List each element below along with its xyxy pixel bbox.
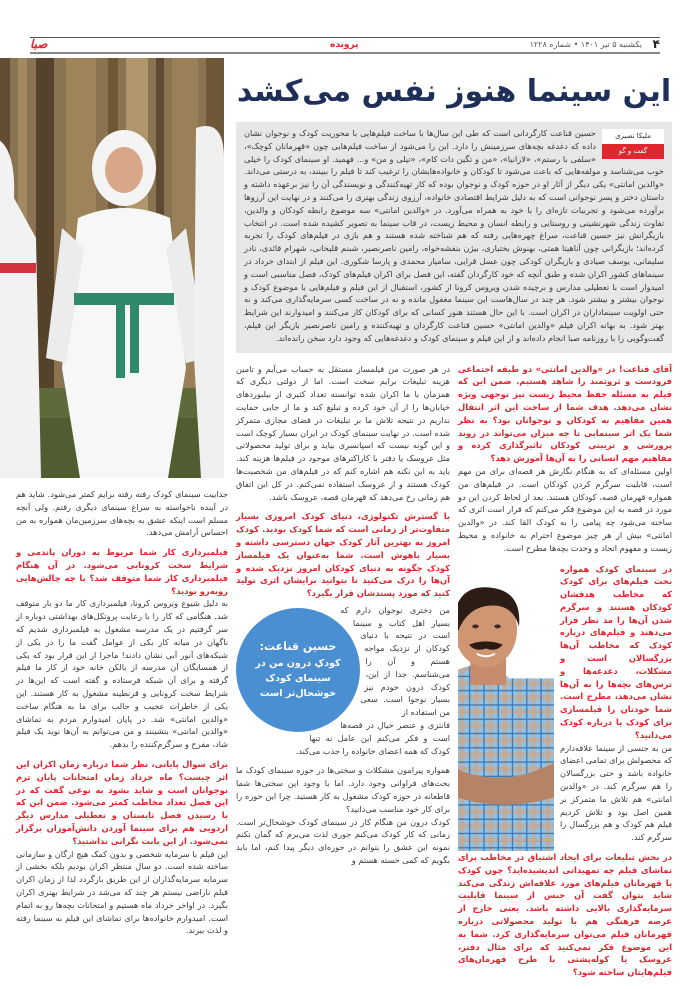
author-name: ملیکا نصیری: [602, 129, 664, 144]
section-label: پرونده: [330, 40, 359, 50]
middle-column: [236, 363, 450, 979]
answer-4-part2: فانتزی و عنصر خیال در قصه‌ها است و فکر می‌کنم این عامل نه تنها کودک که همه اعضای خانواده را جذب می‌کند.: [295, 720, 450, 756]
intro-text: حسین قناعت کارگردانی است که طی این سال‌ها با ساخت فیلم‌هایی با محوریت کودک و نوجوان نشان داده که دغدغه بچه‌های سرزمینش را دارد. این را می‌شود از ساخت فیلم‌هایی چون «قهرمانان کوچک»، «سلفی با رستم»، «لازانیا»، «من و تگین دات کام»، «تیلی و من» و... فهمید. او سینمای کودک را خیلی خوب می‌شناسد و مولفه‌هایی که باعث می‌شود تا کودکان و خانواده‌هایشان را ترغیب کند تا فیلم را ببینند، به درستی می‌داند. «والدین امانتی» یکی دیگر از آثار او در حوزه کودک و نوجوان بوده که کار تهیه‌کنندگی و نویسندگی آن را نیز برعهده داشته و داستان دختر و پسر نوجوانی است که به دلیل شرایط اقتصادی خانواده، آرزوی زندگی بهتری را می‌کنند و در نهایت این آرزوها برآورده می‌شود و تجربیات تازه‌ای را با خود به همراه می‌آورد. در «والدین امانتی» سه موضوع رابطه کودکان و والدین، تفاوت زندگی شهرنشینی و روستایی و رابطه انسان و محیط زیست، در قاب سینما به تصویر کشیده شده است. در انتخاب بازیگرانش نیز حسین قناعت، سراغ چهره‌هایی رفته که هم شناخته شده هستند و هم بازی در فیلم‌های کودک را تجربه کرده‌اند؛ بازیگرانی چون آناهیتا همتی، بهنوش بختیاری، بیژن بنفشه‌خواه، رامین ناصرنصیر، شبنم قلیخانی، شهرام قائدی، نادر سلیمانی، یوسف صیادی و بازیگران کودکی چون عسل قرایی، سامیار محمدی و پارسا شکوری. این فیلم از ابتدای خرداد در سینماهای کشور اکران شده و طبق آنچه که خود کارگردان گفته، این فصل برای اکران فیلم‌های کودک، فصل مناسبی است و امیدوار است با تعطیلی مدارس و برچیده شدن ویروس کرونا از کشور، استقبال از این فیلم و فیلم‌هایی با موضوع کودک و نوجوان بیشتر و بیشتر شود. هر چند در سال‌هاست این سینما مغفول مانده و نه در ساخت کسی سرمایه‌گذاری می‌کند و نه حتی اولویت سینماداران در اکران است. با این حال هستند هنوز کسانی که برای کودکان کار می‌کنند و امیدوارند این شرایط بهتر شود. به بهانه اکران فیلم «والدین امانتی» حسین قناعت کارگردان و تهیه‌کننده و رامین ناصرنصیر بازیگر این فیلم، گفت‌وگویی را با روزنامه صبا انجام داده‌اند و از این فیلم و سینمای کودک و دغدغه‌هایی که وجود دارد سخن رانده‌اند.: [244, 128, 664, 343]
answer-5: کودک درون من هنگام کار در سینمای کودک خوشحال‌تر است. زمانی که کار کودک می‌کنم جوری لذت می‌برم که گمان نکنم نمونه این عشق را بتوانم در حوزه‌ای دیگر پیدا کنم، اما باید بگویم که کمی خسته هستم و: [236, 816, 450, 866]
question-4: با گسترش تکنولوژی، دنیای کودک امروزی بسیار متفاوت‌تر از زمانی است که شما کودک بودید. کودک امروز به بهترین آثار کودک جهان دسترسی داشته و بسیار باهوش است. شما به‌عنوان یک فیلمساز کودک چگونه به دنیای کودکان امروز نزدیک شده و آن‌ها را درک می‌کنید تا بتوانید برایشان اثری تولید کنید که مورد پسندشان قرار بگیرد؟: [236, 511, 450, 599]
question-7: برای سوال پایانی، نظر شما درباره زمان اکران این اثر چیست؟ ماه خرداد زمان امتحانات پایان ترم نوجوانان است و شاید بشود به نوعی گفت که در این فصل تعداد مخاطب کمتر می‌شود. ضمن این که با رسیدن فصل تابستان و تعطیلی مدارس دیگر اردویی هم برای سینما آوردن دانش‌آموزان برگزار نمی‌شود. از این بابت نگرانی نداشتید؟: [16, 758, 228, 846]
question-2: در سینمای کودک همواره بحث فیلم‌های برای کودک که مخاطب هدفشان کودکان هستند و سرگرم شدن آن‌ها را مد نظر قرار می‌دهند و فیلم‌های درباره کودک که مخاطب آن‌ها بزرگسالان است و مشکلات، دغدغه‌ها و ترس‌های بچه‌ها را به آن‌ها نشان می‌دهد، مطرح است. شما خودتان را فیلمسازی برای کودک یا درباره کودک می‌دانید؟: [560, 563, 672, 740]
author-badge: [602, 129, 664, 159]
answer-7: این فیلم با سرمایه شخصی و بدون کمک هیچ ارگان و سازمانی ساخته شده است. دو سال منتظر اکران بودیم بلکه بخشی از سرمایه سرمایه‌گذاران از این طریق بازگردد لذا از زمان اکران فیلم ناراضی نیستم هر چند که می‌شد در شرایط بهتری اکران بگیرد. در اواخر خرداد ماه هستیم و امتحانات بچه‌ها رو به اتمام است. امیدوارم خانواده‌ها برای تماشای این فیلم به سینما رفته و لذت ببرند.: [16, 848, 228, 936]
right-column: [458, 363, 672, 979]
newspaper-logo: صبا: [30, 37, 48, 51]
left-column: [4, 58, 232, 979]
question-5: همواره پیرامون مشکلات و سختی‌ها در حوزه سینمای کودک ما بحث‌های فراوانی وجود دارد. اما با وجود این سختی‌ها شما قاطعانه در حوزه کودک مشغول به کار هستید. چرا این حوزه را برای کار خود مناسب می‌دانید؟: [236, 765, 450, 814]
karate-girls-photo: [0, 58, 224, 478]
interview-badge: گفت و گو: [602, 144, 664, 159]
answer-2: من به جنسی از سینما علاقه‌دارم که محصولش برای تمامی اعضای خانواده باشد و حتی بزرگسالان را هم سرگرم کند. در «والدین امانتی» هم تلاش ما متمرکز بر همین اصل بود و تلاش کردیم فیلم هم کودک و هم بزرگسال را سرگرم کند.: [560, 742, 672, 843]
question-1: آقای قناعت! در «والدین امانتی» دو طبقه اجتماعی فرودست و ثروتمند را شاهد هستیم. ضمن این که فیلم به مسئله حفظ محیط زیست نیز توجهی ویژه نشان می‌دهد. هدف شما از ساخت این اثر انتقال همین مفاهیم به کودکان و نوجوانان بود؟ به نظر شما یک اثر سینمایی تا چه میزان می‌تواند در روند پرورشی و تربیتی کودکان تاثیرگذاری کرده و مفاهیم مهم انسانی را به آن‌ها آموزش دهد؟: [458, 363, 672, 464]
pull-quote: [236, 608, 360, 732]
intro-box: [236, 122, 672, 353]
right-area: [236, 58, 672, 979]
pull-quote-text: کودکِ درون من در سینمای کودک خوشحال‌تر است: [255, 657, 341, 699]
hossein-ghanaat-portrait: [458, 581, 554, 851]
date-issue: یکشنبه ۵ تیر ۱۴۰۱ • شماره ۱۲۲۸: [529, 40, 642, 49]
answer-6: به دلیل شیوع ویروس کرونا، فیلمبرداری کار ما دو بار متوقف شد. هنگامی که کار را با رعایت پروتکل‌های بهداشتی دوباره از سر گرفتیم در یک مدرسه مشغول به فیلمبرداری شدیم که ناگهان در میانه کار یکی از عوامل گفت ما را در یکی از شبکه‌های آنور آبی نشان دادند! ماجرا از این قرار بود که یکی از همسایگان آن مدرسه از بالکن خانه خود از کار ما فیلم گرفته و برای آن شبکه فرستاده و گفته است که این‌ها در شرایط سخت کرونایی و قرنطینه مشغول به کار هستند. این یکی از خاطرات عجیب و جالب برای ما به هنگام ساخت «والدین امانتی» شد. در پایان امیدوارم مردم به تماشای «والدین امانتی» بنشینند و من می‌توانم به آن‌ها نوید یک فیلم شاد، مفرح و سرگرم‌کننده را بدهم.: [16, 598, 228, 750]
question-6: فیلمبرداری کار شما مربوط به دوران پاندمی و شرایط سخت کرونایی می‌شود. در آن هنگام فیلمبرداری کار شما متوقف شد؟ با چه چالش‌هایی روبه‌رو بودید؟: [16, 547, 228, 596]
answer-1: اولین مسئله‌ای که به هنگام نگارش هر قصه‌ای برای من مهم است، قابلیت سرگرم کردن کودکان است. در فیلم‌های من همواره قهرمان قصه، کودکان هستند. بعد از لحاظ کردن این دو مورد در قصه به این موضوع فکر می‌کنم که قرار است اثری که ساخته می‌شود چه پیامی را به کودک القا کند. در «والدین امانتی» بیش از هر چیز موضوع احترام به خانواده و محیط زیست و مفهوم اتحاد و وحدت بچه‌ها مطرح است.: [458, 465, 672, 553]
page-number: ۴: [652, 37, 660, 51]
answer-5-continued: جذابیت سینمای کودک رفته رفته برایم کمتر می‌شود. شاید هم در آینده ناخواسته به سراغ سینمای دیگری رفتم. ولی آنچه مسلم است اینکه عشق به بچه‌های سرزمین‌مان همواره به من احساس آرامش می‌دهد.: [16, 489, 228, 538]
article-title: این سینما هنوز نفس می‌کشد: [236, 74, 672, 109]
question-3: در بخش تبلیغات برای ایجاد اشتیاق در مخاطب برای تماشای فیلم چه تمهیداتی اندیشیده‌اید؟ چون کودک با قهرمانان فیلم‌های مورد علاقه‌اش زندگی می‌کند شاید بتوان گفت آن جنس از سینما قابلیت سرمایه‌گذاری بالایی داشته باشد. یعنی خارج از عرصه فرهنگی هم با تولید محصولاتی درباره قهرمانان فیلم می‌توان سرمایه‌گذاری کرد. شما به این موضوع فکر نمی‌کنید که برای مثال دفتر، عروسک یا کوله‌پشتی با طرح قهرمان‌های فیلم‌هایتان ساخته شود؟: [458, 852, 672, 978]
article-columns: [236, 363, 672, 979]
answer-4-part1: من دختری نوجوان دارم که بسیار اهل کتاب و سینما است در نتیجه با دنیای کودکان از نزدیک مواجه هستم و آن را می‌شناسم. جدا از این، کودک درون خودم نیز بسیار نوجوا است. سعی من استفاده از: [340, 604, 450, 718]
pull-quote-name: حسین قناعت:: [259, 639, 337, 653]
right-column-lower: [458, 563, 672, 980]
answer-3: در هر صورت من فیلمساز مستقل به حساب می‌آیم و تامین هزینه تبلیغات برایم سخت است. اما از دولتی دیگری که همزمان با ما اکران شده توانسته تعداد کثیری از بیلبوردهای خیابان‌ها را از آن خود کرده و تبلیغ کند و ما از جایی حمایت نداریم در نتیجه تلاش ما بر تبلیغات در فضای مجازی متمرکز شده است. در نهایت سینمای کودک در ایران بسیار کوچک است و این گونه نیست که اسپانسری بیاید و برای تولید محصولاتی مثل عروسک یا دفتر با کاراکترهای موجود در فیلم‌ها هزینه کند. باید به این نکته هم اشاره کنم که در فیلم‌های من شخصیت‌ها کودک هستند و از عروسک استفاده نمی‌کنم. در کل این اتفاق هم زمانی رخ می‌دهد که قهرمان قصه، عروسک باشد.: [236, 363, 450, 502]
intro-text-wrapper: [244, 127, 664, 345]
left-column-text: [4, 478, 232, 937]
middle-column-lower: [236, 604, 450, 867]
